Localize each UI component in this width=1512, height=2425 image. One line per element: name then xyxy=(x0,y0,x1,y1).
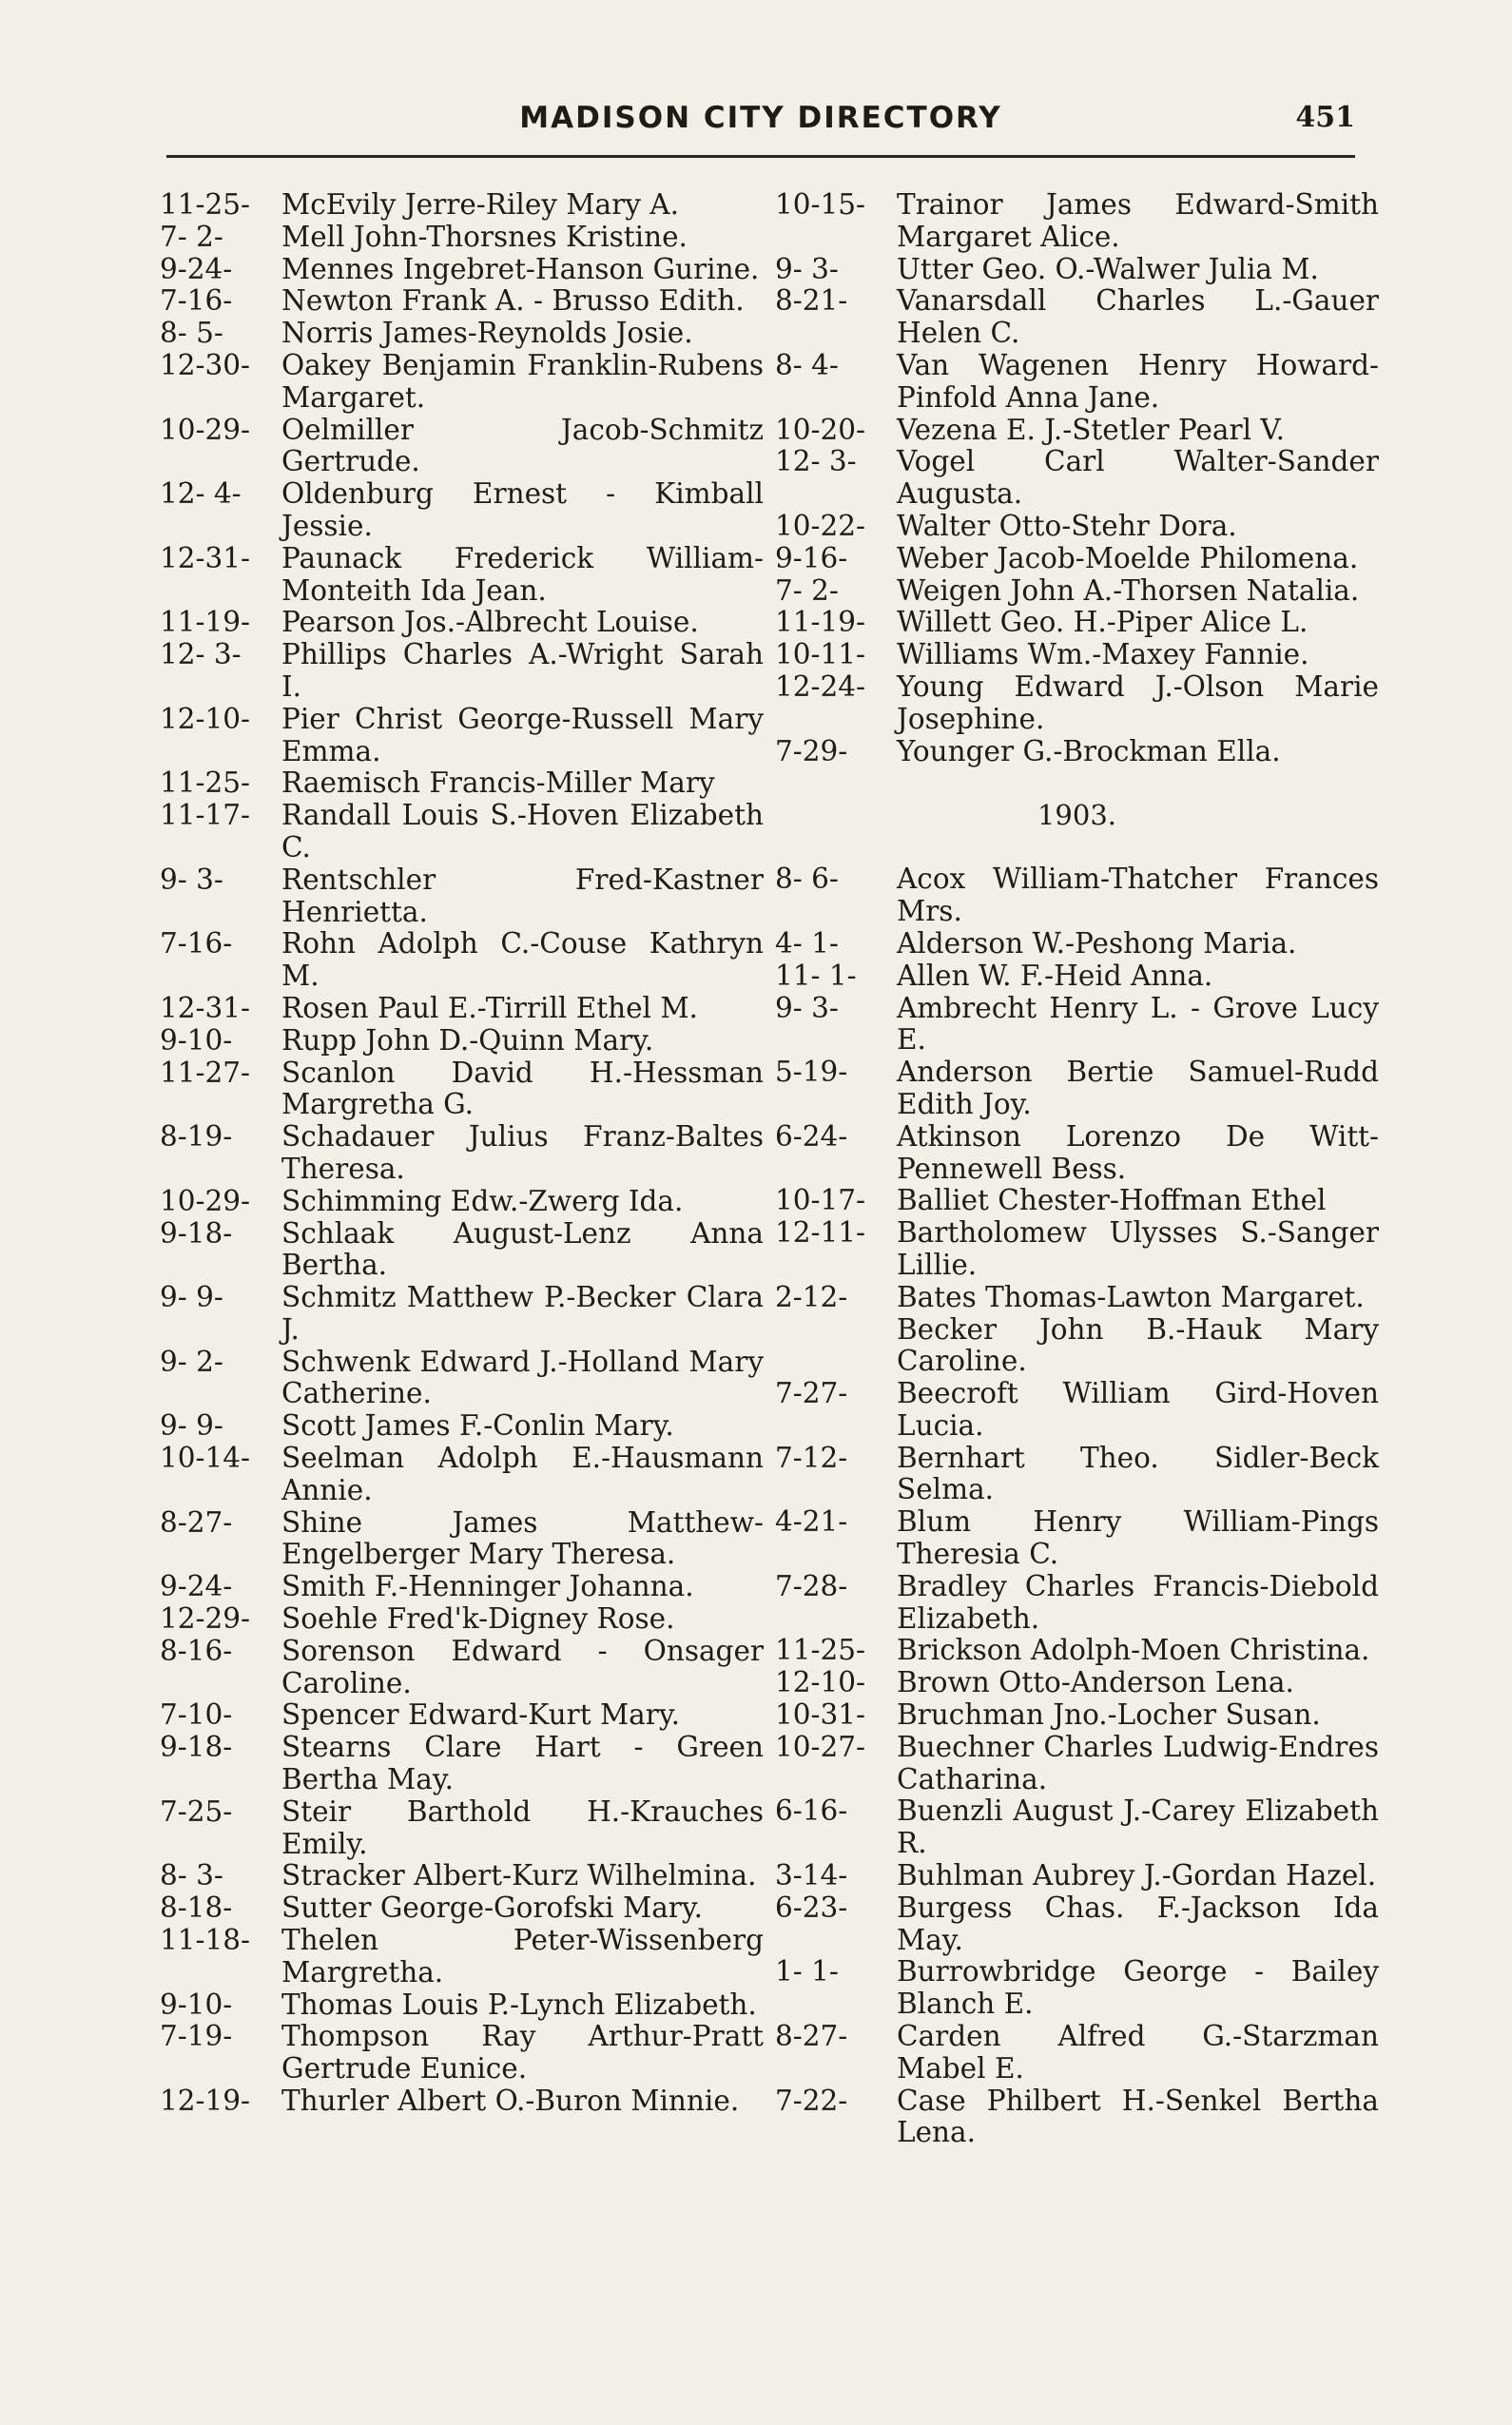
entry-date: 12-10- xyxy=(775,1666,866,1699)
entry-date: 9-24- xyxy=(160,1570,233,1603)
entry-date: 7-16- xyxy=(160,284,233,318)
entry-date: 9- 3- xyxy=(775,252,839,285)
entry-date: 8-21- xyxy=(775,284,848,318)
page-header xyxy=(166,95,1355,152)
entry-names: Vogel Carl Walter-Sander Augusta. xyxy=(897,445,1379,511)
entry-date: 10-14- xyxy=(160,1442,251,1475)
marriage-entry xyxy=(160,1732,764,1796)
entry-names: Buechner Charles Ludwig-Endres Catharina. xyxy=(897,1730,1379,1795)
entry-date: 7-16- xyxy=(160,927,233,960)
entry-names: Stearns Clare Hart - Green Bertha May. xyxy=(281,1731,764,1796)
marriage-entry xyxy=(775,863,1379,928)
entry-date: 9-10- xyxy=(160,1988,233,2021)
entry-date: 9-18- xyxy=(160,1216,233,1250)
entry-names: Schwenk Edward J.-Holland Mary Catherine. xyxy=(281,1345,764,1410)
marriage-entry xyxy=(775,2086,1379,2150)
entry-date: 7-12- xyxy=(775,1441,848,1474)
marriage-entry xyxy=(160,1571,764,1603)
entry-names: Paunack Frederick William-Monteith Ida Jean. xyxy=(281,541,764,607)
entry-names: Phillips Charles A.-Wright Sarah I. xyxy=(281,638,764,703)
entry-names: Buhlman Aubrey J.-Gordan Hazel. xyxy=(897,1859,1377,1892)
entry-names: Rupp John D.-Quinn Mary. xyxy=(281,1023,654,1057)
entry-date: 12- 4- xyxy=(160,477,242,511)
entry-names: Sorenson Edward - Onsager Caroline. xyxy=(281,1634,764,1699)
entry-names: Scott James F.-Conlin Mary. xyxy=(281,1409,674,1443)
marriage-entry xyxy=(775,1667,1379,1699)
marriage-entry xyxy=(775,189,1379,254)
entry-date: 9-18- xyxy=(160,1731,233,1764)
entry-date: 8-18- xyxy=(160,1892,233,1925)
entry-names: Weigen John A.-Thorsen Natalia. xyxy=(897,573,1360,607)
entry-names: Carden Alfred G.-Starzman Mabel E. xyxy=(897,2020,1379,2085)
entry-date: 2-12- xyxy=(775,1280,848,1313)
entry-names: Brickson Adolph-Moen Christina. xyxy=(897,1634,1370,1667)
marriage-entry xyxy=(160,1925,764,1989)
entry-date: 8-27- xyxy=(775,2020,848,2053)
entry-names: Vanarsdall Charles L.-Gauer Helen C. xyxy=(897,284,1379,350)
entry-date: 12-10- xyxy=(160,702,251,735)
marriage-entry xyxy=(775,1635,1379,1667)
entry-date: 7-22- xyxy=(775,2084,848,2117)
page-number: 451 xyxy=(1295,101,1355,134)
entry-names: Schmitz Matthew P.-Becker Clara J. xyxy=(281,1281,764,1346)
entry-names: Schimming Edw.-Zwerg Ida. xyxy=(281,1184,684,1217)
entry-date: 7-10- xyxy=(160,1698,233,1732)
entry-date: 11-18- xyxy=(160,1924,251,1957)
marriage-entry xyxy=(160,1025,764,1057)
marriage-entry xyxy=(775,1795,1379,1860)
marriage-entry xyxy=(775,1282,1379,1314)
entry-names: Walter Otto-Stehr Dora. xyxy=(897,509,1237,542)
entry-names: Thurler Albert O.-Buron Minnie. xyxy=(281,2085,740,2118)
marriage-entry xyxy=(160,2086,764,2118)
entry-names: Schlaak August-Lenz Anna Bertha. xyxy=(281,1216,764,1282)
entry-names: Oldenburg Ernest - Kimball Jessie. xyxy=(281,477,764,542)
marriage-entry xyxy=(775,1506,1379,1571)
marriage-entry xyxy=(775,446,1379,511)
entry-date: 12-30- xyxy=(160,348,251,381)
entry-names: Thompson Ray Arthur-Pratt Gertrude Eunice. xyxy=(281,2020,764,2086)
marriage-entry xyxy=(775,1217,1379,1282)
marriage-entry xyxy=(160,1796,764,1861)
entry-names: Becker John B.-Hauk Mary Caroline. xyxy=(897,1312,1379,1378)
entry-names: Rentschler Fred-Kastner Henrietta. xyxy=(281,863,764,928)
entry-date: 12- 3- xyxy=(775,445,857,478)
marriage-entry xyxy=(160,1218,764,1283)
entry-date: 7-27- xyxy=(775,1377,848,1410)
entry-date: 4- 1- xyxy=(775,926,839,960)
entry-date: 9- 2- xyxy=(160,1345,223,1378)
entry-names: Stracker Albert-Kurz Wilhelmina. xyxy=(281,1859,757,1892)
entry-date: 10-15- xyxy=(775,188,866,221)
entry-date: 8- 4- xyxy=(775,348,839,381)
marriage-entry xyxy=(160,1860,764,1892)
entry-date: 4-21- xyxy=(775,1505,848,1539)
marriage-entry xyxy=(775,671,1379,736)
entry-date: 10-29- xyxy=(160,413,251,446)
marriage-entry xyxy=(775,607,1379,639)
entry-names: Weber Jacob-Moelde Philomena. xyxy=(897,541,1359,574)
entry-names: Vezena E. J.-Stetler Pearl V. xyxy=(897,413,1285,446)
entry-names: Bartholomew Ulysses S.-Sanger Lillie. xyxy=(897,1216,1379,1281)
marriage-entry xyxy=(160,993,764,1025)
entry-names: Burrowbridge George - Bailey Blanch E. xyxy=(897,1955,1379,2021)
marriage-entry xyxy=(775,1314,1379,1379)
marriage-entry xyxy=(775,285,1379,350)
entry-date: 10-20- xyxy=(775,413,866,446)
marriage-entry xyxy=(160,350,764,415)
entry-date: 7-29- xyxy=(775,734,848,767)
entry-date: 12-24- xyxy=(775,669,866,703)
entry-names: Burgess Chas. F.-Jackson Ida May. xyxy=(897,1891,1379,1956)
entry-names: Buenzli August J.-Carey Elizabeth R. xyxy=(897,1794,1379,1860)
entry-names: Raemisch Francis-Miller Mary xyxy=(281,766,715,800)
entry-date: 8- 3- xyxy=(160,1859,223,1892)
entry-date: 9- 9- xyxy=(160,1281,223,1314)
entry-names: Randall Louis S.-Hoven Elizabeth C. xyxy=(281,799,764,863)
entry-date: 11-25- xyxy=(160,766,251,800)
running-title: MADISON CITY DIRECTORY xyxy=(519,101,1002,135)
marriage-entry xyxy=(160,1443,764,1507)
entry-names: Willett Geo. H.-Piper Alice L. xyxy=(897,606,1308,639)
entry-date: 12- 3- xyxy=(160,638,242,671)
entry-names: Allen W. F.-Heid Anna. xyxy=(897,959,1213,992)
entry-date: 10-29- xyxy=(160,1184,251,1217)
entry-date: 8- 6- xyxy=(775,863,839,896)
marriage-entry xyxy=(775,736,1379,768)
marriage-entry xyxy=(775,1892,1379,1957)
marriage-entry xyxy=(775,960,1379,993)
entry-names: Oakey Benjamin Franklin-Rubens Margaret. xyxy=(281,348,764,414)
marriage-entry xyxy=(775,1860,1379,1892)
entry-date: 9- 9- xyxy=(160,1409,223,1443)
marriage-entry xyxy=(775,1956,1379,2021)
entry-names: Shine James Matthew-Engelberger Mary Theresa. xyxy=(281,1505,764,1571)
marriage-entry xyxy=(775,1121,1379,1186)
marriage-entry xyxy=(160,1892,764,1925)
entry-names: Norris James-Reynolds Josie. xyxy=(281,317,693,350)
entry-names: Spencer Edward-Kurt Mary. xyxy=(281,1698,680,1732)
entry-date: 12-19- xyxy=(160,2085,251,2118)
marriage-entry xyxy=(775,575,1379,608)
entry-names: Seelman Adolph E.-Hausmann Annie. xyxy=(281,1442,764,1506)
entry-names: Balliet Chester-Hoffman Ethel xyxy=(897,1184,1327,1217)
marriage-entry xyxy=(160,543,764,608)
marriage-entry xyxy=(160,639,764,704)
entry-date: 11- 1- xyxy=(775,959,857,992)
year-heading: 1903. xyxy=(1037,799,1117,832)
entry-date: 7- 2- xyxy=(160,220,223,253)
marriage-entry xyxy=(160,1282,764,1347)
marriage-entry xyxy=(160,1186,764,1218)
marriage-entry xyxy=(775,1732,1379,1796)
entry-names: Brown Otto-Anderson Lena. xyxy=(897,1666,1294,1699)
entry-date: 7- 2- xyxy=(775,573,839,607)
entry-date: 1- 1- xyxy=(775,1955,839,1988)
marriage-entry xyxy=(160,189,764,222)
entry-date: 6-16- xyxy=(775,1794,848,1828)
marriage-entry xyxy=(775,254,1379,286)
marriage-entry xyxy=(775,1378,1379,1443)
marriage-entry xyxy=(160,928,764,993)
marriage-entry xyxy=(775,1185,1379,1217)
entry-date: 12-29- xyxy=(160,1602,251,1636)
marriage-entry xyxy=(160,285,764,318)
entry-names: Newton Frank A. - Brusso Edith. xyxy=(281,284,745,318)
entry-names: Atkinson Lorenzo De Witt-Pennewell Bess. xyxy=(897,1119,1379,1185)
marriage-entry xyxy=(160,607,764,639)
entry-date: 8-27- xyxy=(160,1505,233,1539)
entry-date: 6-23- xyxy=(775,1891,848,1924)
marriage-entry xyxy=(160,222,764,254)
marriage-entry xyxy=(160,415,764,479)
marriage-entry xyxy=(160,800,764,864)
entry-date: 12-31- xyxy=(160,541,251,574)
entry-names: Case Philbert H.-Senkel Bertha Lena. xyxy=(897,2084,1379,2149)
entry-names: Alderson W.-Peshong Maria. xyxy=(897,926,1297,960)
right-column-1902-entries xyxy=(775,189,1379,767)
entry-names: Bates Thomas-Lawton Margaret. xyxy=(897,1280,1365,1313)
marriage-entry xyxy=(160,1057,764,1122)
entry-names: Pearson Jos.-Albrecht Louise. xyxy=(281,606,699,639)
entry-names: Bradley Charles Francis-Diebold Elizabeth. xyxy=(897,1569,1379,1635)
entry-date: 11-25- xyxy=(160,188,251,221)
marriage-entry xyxy=(160,864,764,929)
marriage-entry xyxy=(160,1121,764,1186)
entry-names: Bernhart Theo. Sidler-Beck Selma. xyxy=(897,1441,1379,1506)
marriage-entry xyxy=(160,2021,764,2086)
entry-date: 11-19- xyxy=(160,606,251,639)
marriage-entry xyxy=(160,478,764,543)
entry-date: 9-10- xyxy=(160,1023,233,1057)
marriage-entry xyxy=(775,639,1379,671)
entry-date: 6-24- xyxy=(775,1119,848,1153)
entry-names: Ambrecht Henry L. - Grove Lucy E. xyxy=(897,991,1379,1057)
header-rule xyxy=(166,155,1355,158)
entry-date: 7-28- xyxy=(775,1569,848,1602)
entry-names: Thelen Peter-Wissenberg Margretha. xyxy=(281,1924,764,1988)
entry-names: Mell John-Thorsnes Kristine. xyxy=(281,220,688,253)
entry-names: Soehle Fred'k-Digney Rose. xyxy=(281,1602,675,1636)
entry-names: Thomas Louis P.-Lynch Elizabeth. xyxy=(281,1988,757,2021)
marriage-entry xyxy=(775,993,1379,1057)
entry-names: Van Wagenen Henry Howard-Pinfold Anna Jane. xyxy=(897,348,1379,414)
entry-names: Young Edward J.-Olson Marie Josephine. xyxy=(897,669,1379,735)
marriage-entry xyxy=(775,511,1379,543)
marriage-entry xyxy=(160,1989,764,2022)
entry-names: Oelmiller Jacob-Schmitz Gertrude. xyxy=(281,413,764,478)
entry-date: 10-22- xyxy=(775,509,866,542)
marriage-entry xyxy=(160,1636,764,1700)
marriage-entry xyxy=(160,704,764,768)
entry-date: 12-11- xyxy=(775,1216,866,1250)
entry-names: Utter Geo. O.-Walwer Julia M. xyxy=(897,252,1319,285)
marriage-entry xyxy=(160,1603,764,1636)
marriage-entry xyxy=(775,543,1379,575)
entry-date: 9-24- xyxy=(160,252,233,285)
marriage-entry xyxy=(775,2021,1379,2086)
entry-date: 9- 3- xyxy=(775,991,839,1024)
entry-names: Beecroft William Gird-Hoven Lucia. xyxy=(897,1377,1379,1442)
entry-names: Smith F.-Henninger Johanna. xyxy=(281,1570,694,1603)
entry-date: 10-31- xyxy=(775,1698,866,1732)
entry-date: 8-16- xyxy=(160,1634,233,1667)
entry-names: Blum Henry William-Pings Theresia C. xyxy=(897,1505,1379,1571)
entry-names: Rohn Adolph C.-Couse Kathryn M. xyxy=(281,927,764,993)
entry-date: 11-27- xyxy=(160,1056,251,1089)
entry-names: Acox William-Thatcher Frances Mrs. xyxy=(897,863,1379,928)
marriage-entry xyxy=(160,254,764,286)
marriage-entry xyxy=(775,350,1379,415)
entry-names: Mennes Ingebret-Hanson Gurine. xyxy=(281,252,760,285)
entry-date: 12-31- xyxy=(160,991,251,1024)
entry-date: 8- 5- xyxy=(160,317,223,350)
left-column xyxy=(160,189,764,2118)
entry-names: Trainor James Edward-Smith Margaret Alice. xyxy=(897,188,1379,253)
entry-date: 3-14- xyxy=(775,1859,848,1892)
entry-date: 9-16- xyxy=(775,541,848,574)
marriage-entry xyxy=(775,928,1379,960)
entry-names: Anderson Bertie Samuel-Rudd Edith Joy. xyxy=(897,1056,1379,1120)
marriage-entry xyxy=(160,767,764,800)
marriage-entry xyxy=(775,1571,1379,1636)
entry-date: 8-19- xyxy=(160,1120,233,1154)
right-column-1903-entries xyxy=(775,863,1379,2149)
entry-date: 7-19- xyxy=(160,2020,233,2053)
marriage-entry xyxy=(160,1410,764,1443)
entry-date: 7-25- xyxy=(160,1794,233,1828)
entry-names: Williams Wm.-Maxey Fannie. xyxy=(897,638,1309,671)
marriage-entry xyxy=(160,1347,764,1411)
entry-names: Pier Christ George-Russell Mary Emma. xyxy=(281,702,764,767)
entry-names: Sutter George-Gorofski Mary. xyxy=(281,1892,704,1925)
entry-names: Steir Barthold H.-Krauches Emily. xyxy=(281,1794,764,1860)
entry-date: 5-19- xyxy=(775,1056,848,1089)
entry-date: 10-27- xyxy=(775,1730,866,1763)
entry-date: 9- 3- xyxy=(160,863,223,896)
marriage-entry xyxy=(160,1699,764,1732)
entry-date: 10-11- xyxy=(775,638,866,671)
marriage-entry xyxy=(160,318,764,350)
entry-names: Scanlon David H.-Hessman Margretha G. xyxy=(281,1056,764,1121)
marriage-entry xyxy=(775,1443,1379,1507)
entry-date: 10-17- xyxy=(775,1184,866,1217)
marriage-entry xyxy=(160,1507,764,1572)
marriage-entry xyxy=(775,1057,1379,1121)
entry-date: 11-25- xyxy=(775,1634,866,1667)
entry-names: Rosen Paul E.-Tirrill Ethel M. xyxy=(281,991,698,1024)
entry-names: Schadauer Julius Franz-Baltes Theresa. xyxy=(281,1120,764,1185)
entry-date: 11-17- xyxy=(160,799,251,832)
entry-date: 11-19- xyxy=(775,606,866,639)
entry-names: McEvily Jerre-Riley Mary A. xyxy=(281,188,679,221)
right-column xyxy=(775,189,1379,2149)
marriage-entry xyxy=(775,415,1379,447)
entry-names: Bruchman Jno.-Locher Susan. xyxy=(897,1698,1321,1732)
entry-names: Younger G.-Brockman Ella. xyxy=(897,734,1281,767)
marriage-entry xyxy=(775,1699,1379,1732)
